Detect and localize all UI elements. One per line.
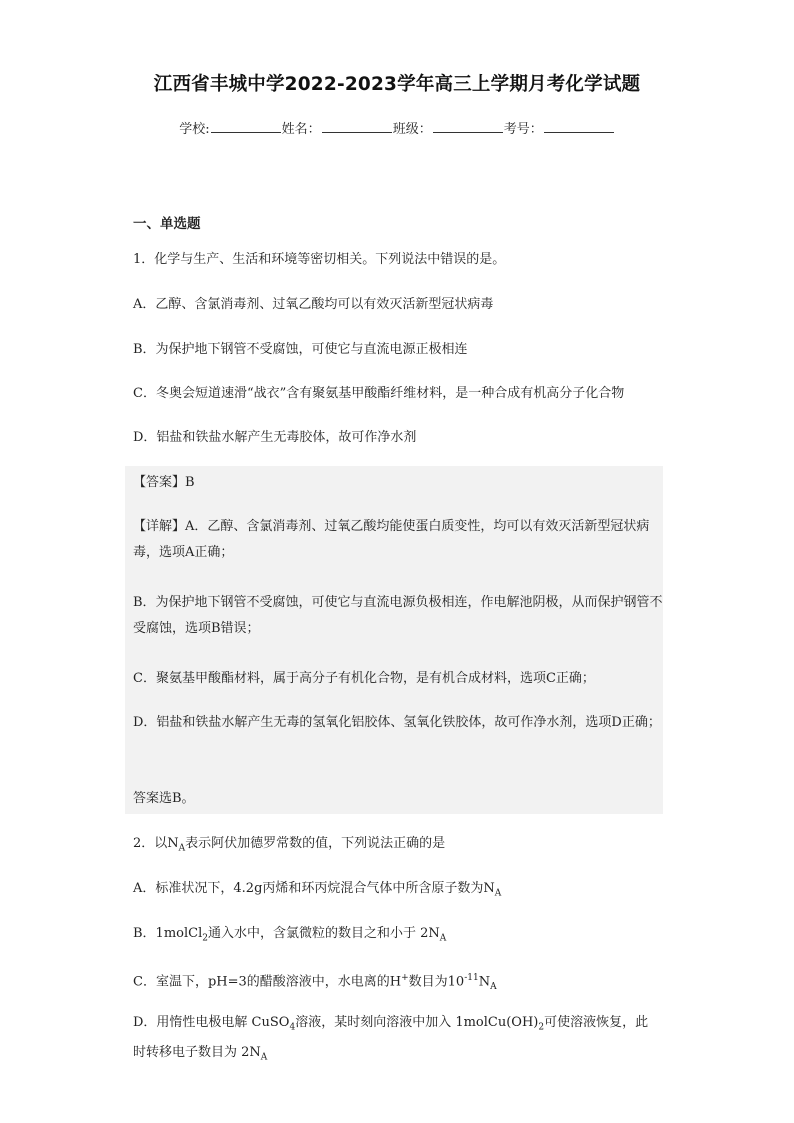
- school-blank[interactable]: [211, 120, 281, 133]
- q2-option-a: A．标准状况下，4.2g丙烯和环丙烷混合气体中所含原子数为$N_A$: [133, 881, 502, 899]
- q1-option-d: D．铝盐和铁盐水解产生无毒胶体，故可作净水剂: [133, 430, 417, 445]
- school-label: 学校:: [179, 122, 210, 137]
- q2-option-d-line2: 时转移电子数目为 $2N_A$: [133, 1045, 268, 1063]
- exam-no-label: 考号：: [503, 122, 543, 137]
- q1-option-b: B．为保护地下钢管不受腐蚀，可使它与直流电源正极相连: [133, 342, 468, 357]
- q1-option-a: A．乙醇、含氯消毒剂、过氧乙酸均可以有效灭活新型冠状病毒: [133, 297, 494, 312]
- student-info-row: [0, 118, 794, 137]
- class-blank[interactable]: [433, 120, 503, 133]
- q1-detail-d: D．铝盐和铁盐水解产生无毒的氢氧化铝胶体、氢氧化铁胶体，故可作净水剂，选项D正确；: [133, 715, 661, 730]
- q2-stem: 2．以$N_A$表示阿伏加德罗常数的值，下列说法正确的是: [133, 836, 446, 854]
- q2-option-b: B．1molCl$_2$通入水中，含氯微粒的数目之和小于 $2N_A$: [133, 926, 447, 944]
- name-blank[interactable]: [322, 120, 392, 133]
- class-label: 班级：: [392, 122, 432, 137]
- q1-option-c: C．冬奥会短道速滑“战衣”含有聚氨基甲酸酯纤维材料，是一种合成有机高分子化合物: [133, 386, 625, 401]
- q1-stem: 1．化学与生产、生活和环境等密切相关。下列说法中错误的是。: [133, 252, 506, 267]
- q1-detail-a: 【详解】A．乙醇、含氯消毒剂、过氧乙酸均能使蛋白质变性，均可以有效灭活新型冠状病毒，选项A正确；: [133, 519, 650, 560]
- q1-detail-b: B．为保护地下钢管不受腐蚀，可使它与直流电源负极相连，作电解池阴极，从而保护钢管不受腐蚀，选项B错误；: [133, 595, 663, 636]
- q1-answer: 【答案】B: [133, 475, 195, 490]
- exam-no-blank[interactable]: [544, 120, 614, 133]
- q2-option-c: C．室温下，pH=3的醋酸溶液中，水电离的H+数目为$10^{-11}N_A$: [133, 973, 497, 992]
- page-title: 江西省丰城中学2022-2023学年高三上学期月考化学试题: [153, 74, 641, 95]
- section-heading: 一、单选题: [133, 216, 201, 232]
- q2-option-d-line1: D．用惰性电极电解 CuSO$_4$溶液，某时刻向溶液中加入 $1molCu(OH)_2$可使溶液恢复，此: [133, 1015, 649, 1033]
- name-label: 姓名：: [281, 122, 321, 137]
- q1-conclusion: 答案选B。: [133, 791, 195, 806]
- q1-detail-c: C．聚氨基甲酸酯材料，属于高分子有机化合物，是有机合成材料，选项C正确；: [133, 671, 595, 686]
